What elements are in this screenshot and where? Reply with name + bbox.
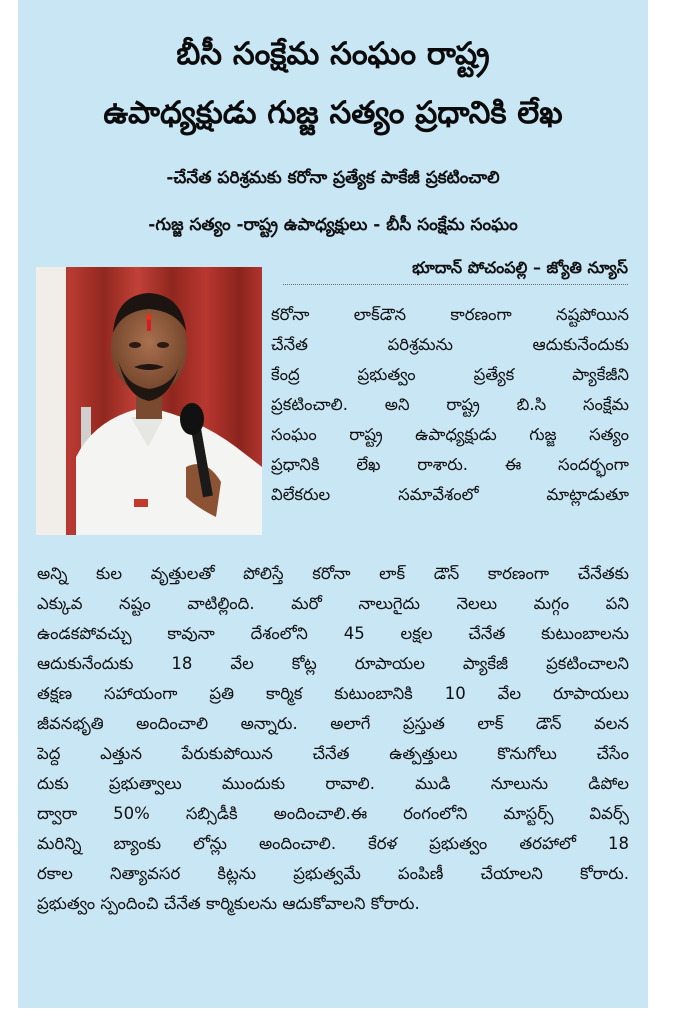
dateline-divider [283, 284, 628, 285]
body-line: కేంద్ర ప్రభుత్వం ప్రత్యేక ప్యాకేజీని [271, 365, 629, 384]
body-line: ఎక్కువ నష్టం వాటిల్లింది. మరో నాలుగైదు నెలలు మగ్గం పని [37, 594, 629, 613]
article-body-full [37, 559, 629, 919]
body-line: ప్రధానికి లేఖ రాశారు. ఈ సందర్భంగా [271, 455, 629, 474]
body-line: జీవనభృతి అందించాలి అన్నారు. అలాగే ప్రస్తుత లాక్ డౌన్ వలన [37, 714, 629, 733]
body-line: ఉండకపోవచ్చు కావునా దేశంలోని 45 లక్షల చేనేత కుటుంబాలను [37, 624, 629, 643]
body-line: ప్రభుత్వం స్పందించి చేనేత కార్మికులను ఆదుకోవాలని కోరారు. [37, 894, 420, 913]
article-body-wrapped [271, 300, 629, 510]
subheadline-line-1: -చేనేత పరిశ్రమకు కరోనా ప్రత్యేక పాకేజీ ప్రకటించాలి [166, 168, 500, 188]
headline-line-2: ఉపాధ్యక్షుడు గుజ్జ సత్యం ప్రధానికి లేఖ [103, 95, 563, 131]
body-line: విలేకరుల సమావేశంలో మాట్లాడుతూ [271, 485, 629, 504]
body-line: అన్ని కుల వృత్తులతో పోలిస్తే కరోనా లాక్ డౌన్ కారణంగా చేనేతకు [37, 564, 629, 583]
body-line: ఆదుకునేందుకు 18 వేల కోట్ల రూపాయల ప్యాకేజీ ప్రకటించాలని [37, 654, 629, 673]
body-line: మరిన్ని బ్యాంకు లోన్లు అందించాలి. కేరళ ప్రభుత్వం తరహాలో 18 [37, 834, 629, 853]
body-line: రకాల నిత్యావసర కిట్లను ప్రభుత్వమే పంపిణీ చేయాలని కోరారు. [37, 864, 629, 883]
speaker-photo-illustration [36, 267, 262, 535]
body-line: దుకు ప్రభుత్వాలు ముందుకు రావాలి. ముడి నూలును డిపోల [37, 774, 629, 793]
body-line: చేనేత పరిశ్రమను ఆదుకునేందుకు [271, 335, 629, 354]
body-line: ద్వారా 50% సబ్సిడీకి అందించాలి.ఈ రంగంలోని మాస్టర్స్ వివర్స్ [37, 804, 629, 823]
dateline: భూదాన్ పోచంపల్లి – జ్యోతి న్యూస్ [412, 258, 628, 277]
subheadline-line-2: -గుజ్జ సత్యం -రాష్ట్ర ఉపాధ్యక్షులు - బీసీ సంక్షేమ సంఘం [148, 215, 518, 235]
body-line: పెద్ద ఎత్తున పేరుకుపోయిన చేనేత ఉత్పత్తులు కొనుగోలు చేసేం [37, 744, 629, 763]
headline-line-1: బీసీ సంక్షేమ సంఘం రాష్ట్ర [176, 36, 490, 72]
body-line: తక్షణ సహాయంగా ప్రతి కార్మిక కుటుంబానికి 10 వేల రూపాయలు [37, 684, 629, 703]
news-clipping [18, 0, 648, 1008]
body-line: కరోనా లాక్‌డౌన కారణంగా నష్టపోయిన [271, 305, 629, 324]
body-line: సంఘం రాష్ట్ర ఉపాధ్యక్షుడు గుజ్జ సత్యం [271, 425, 629, 444]
body-line: ప్రకటించాలి. అని రాష్ట్ర బి.సి సంక్షేమ [271, 395, 629, 414]
speaker-photo [36, 267, 262, 535]
